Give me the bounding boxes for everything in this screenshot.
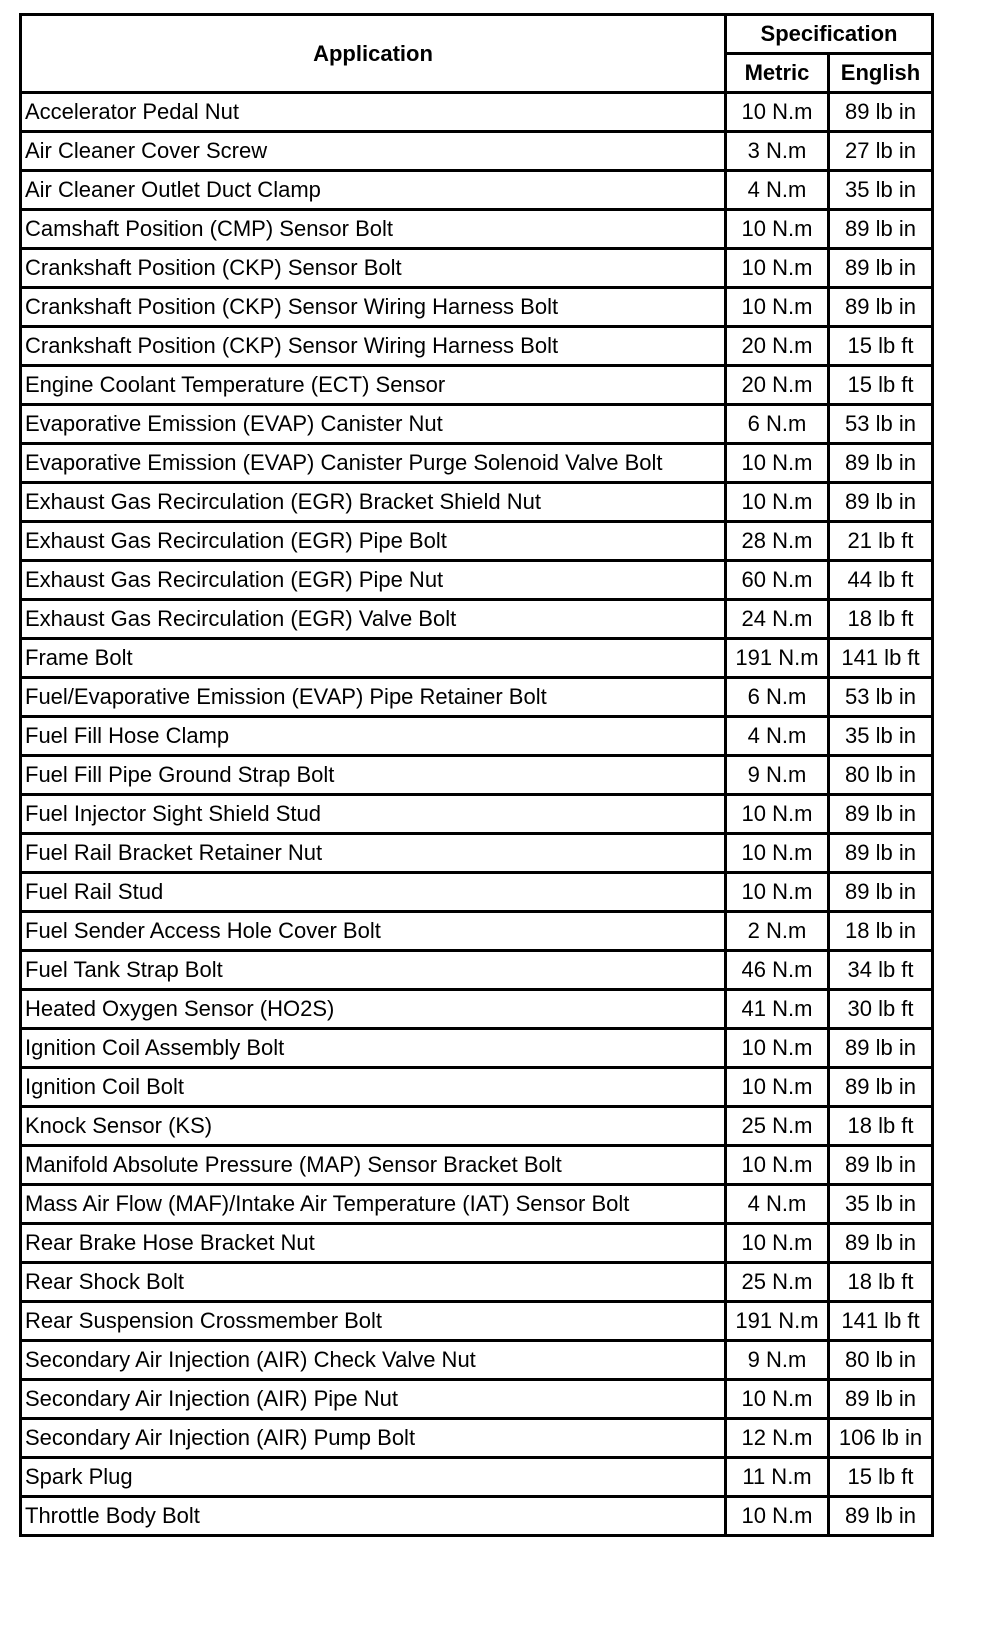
table-row xyxy=(21,678,933,717)
cell-english: 89 lb in xyxy=(829,249,933,288)
cell-application: Ignition Coil Assembly Bolt xyxy=(21,1029,726,1068)
cell-application: Secondary Air Injection (AIR) Check Valve Nut xyxy=(21,1341,726,1380)
cell-metric: 10 N.m xyxy=(726,93,829,132)
cell-application: Exhaust Gas Recirculation (EGR) Bracket Shield Nut xyxy=(21,483,726,522)
cell-metric: 6 N.m xyxy=(726,678,829,717)
table-row xyxy=(21,327,933,366)
cell-application: Fuel Rail Stud xyxy=(21,873,726,912)
cell-application: Crankshaft Position (CKP) Sensor Wiring Harness Bolt xyxy=(21,288,726,327)
cell-metric: 10 N.m xyxy=(726,873,829,912)
header-metric: Metric xyxy=(726,54,829,93)
cell-metric: 191 N.m xyxy=(726,1302,829,1341)
table-row xyxy=(21,756,933,795)
cell-metric: 3 N.m xyxy=(726,132,829,171)
cell-application: Rear Shock Bolt xyxy=(21,1263,726,1302)
torque-spec-table xyxy=(19,13,934,1537)
cell-metric: 28 N.m xyxy=(726,522,829,561)
cell-application: Crankshaft Position (CKP) Sensor Wiring Harness Bolt xyxy=(21,327,726,366)
cell-english: 35 lb in xyxy=(829,171,933,210)
cell-english: 53 lb in xyxy=(829,678,933,717)
cell-application: Manifold Absolute Pressure (MAP) Sensor Bracket Bolt xyxy=(21,1146,726,1185)
cell-english: 89 lb in xyxy=(829,795,933,834)
cell-english: 18 lb in xyxy=(829,912,933,951)
cell-english: 89 lb in xyxy=(829,1029,933,1068)
table-row xyxy=(21,912,933,951)
cell-metric: 191 N.m xyxy=(726,639,829,678)
cell-english: 141 lb ft xyxy=(829,1302,933,1341)
cell-english: 18 lb ft xyxy=(829,1107,933,1146)
table-header xyxy=(21,15,933,93)
table-row xyxy=(21,366,933,405)
cell-english: 89 lb in xyxy=(829,1146,933,1185)
cell-metric: 12 N.m xyxy=(726,1419,829,1458)
cell-metric: 20 N.m xyxy=(726,366,829,405)
cell-english: 53 lb in xyxy=(829,405,933,444)
cell-application: Fuel Injector Sight Shield Stud xyxy=(21,795,726,834)
cell-metric: 10 N.m xyxy=(726,1380,829,1419)
table-row xyxy=(21,1068,933,1107)
cell-english: 89 lb in xyxy=(829,873,933,912)
table-row xyxy=(21,444,933,483)
cell-metric: 11 N.m xyxy=(726,1458,829,1497)
table-row xyxy=(21,873,933,912)
cell-english: 89 lb in xyxy=(829,93,933,132)
cell-application: Mass Air Flow (MAF)/Intake Air Temperature (IAT) Sensor Bolt xyxy=(21,1185,726,1224)
cell-metric: 60 N.m xyxy=(726,561,829,600)
table-row xyxy=(21,639,933,678)
cell-metric: 25 N.m xyxy=(726,1263,829,1302)
table-row xyxy=(21,561,933,600)
table-row xyxy=(21,483,933,522)
cell-application: Rear Brake Hose Bracket Nut xyxy=(21,1224,726,1263)
cell-application: Fuel/Evaporative Emission (EVAP) Pipe Retainer Bolt xyxy=(21,678,726,717)
cell-application: Air Cleaner Cover Screw xyxy=(21,132,726,171)
header-specification: Specification xyxy=(726,15,933,54)
table-row xyxy=(21,951,933,990)
cell-metric: 10 N.m xyxy=(726,1146,829,1185)
table-row xyxy=(21,1497,933,1536)
table-row xyxy=(21,93,933,132)
table-row xyxy=(21,132,933,171)
cell-application: Fuel Rail Bracket Retainer Nut xyxy=(21,834,726,873)
cell-metric: 10 N.m xyxy=(726,288,829,327)
cell-application: Fuel Tank Strap Bolt xyxy=(21,951,726,990)
cell-metric: 10 N.m xyxy=(726,834,829,873)
cell-metric: 4 N.m xyxy=(726,171,829,210)
cell-metric: 20 N.m xyxy=(726,327,829,366)
cell-metric: 10 N.m xyxy=(726,483,829,522)
table-row xyxy=(21,990,933,1029)
cell-application: Exhaust Gas Recirculation (EGR) Pipe Bolt xyxy=(21,522,726,561)
cell-english: 89 lb in xyxy=(829,483,933,522)
table-row xyxy=(21,1419,933,1458)
cell-metric: 10 N.m xyxy=(726,1029,829,1068)
cell-english: 34 lb ft xyxy=(829,951,933,990)
cell-metric: 10 N.m xyxy=(726,1068,829,1107)
table-row xyxy=(21,1341,933,1380)
table-row xyxy=(21,405,933,444)
cell-metric: 6 N.m xyxy=(726,405,829,444)
cell-english: 35 lb in xyxy=(829,717,933,756)
cell-english: 21 lb ft xyxy=(829,522,933,561)
cell-metric: 10 N.m xyxy=(726,210,829,249)
cell-metric: 10 N.m xyxy=(726,1224,829,1263)
table-row xyxy=(21,1224,933,1263)
cell-english: 27 lb in xyxy=(829,132,933,171)
cell-application: Accelerator Pedal Nut xyxy=(21,93,726,132)
table-row xyxy=(21,210,933,249)
cell-application: Ignition Coil Bolt xyxy=(21,1068,726,1107)
cell-metric: 4 N.m xyxy=(726,717,829,756)
cell-metric: 10 N.m xyxy=(726,795,829,834)
cell-metric: 10 N.m xyxy=(726,1497,829,1536)
table-row xyxy=(21,249,933,288)
table-row xyxy=(21,171,933,210)
cell-english: 89 lb in xyxy=(829,444,933,483)
table-row xyxy=(21,522,933,561)
cell-metric: 10 N.m xyxy=(726,444,829,483)
table-row xyxy=(21,288,933,327)
table-row xyxy=(21,600,933,639)
cell-english: 44 lb ft xyxy=(829,561,933,600)
cell-application: Crankshaft Position (CKP) Sensor Bolt xyxy=(21,249,726,288)
cell-application: Rear Suspension Crossmember Bolt xyxy=(21,1302,726,1341)
cell-application: Camshaft Position (CMP) Sensor Bolt xyxy=(21,210,726,249)
cell-metric: 10 N.m xyxy=(726,249,829,288)
table-row xyxy=(21,1263,933,1302)
cell-application: Evaporative Emission (EVAP) Canister Nut xyxy=(21,405,726,444)
cell-metric: 41 N.m xyxy=(726,990,829,1029)
cell-application: Engine Coolant Temperature (ECT) Sensor xyxy=(21,366,726,405)
table-row xyxy=(21,1107,933,1146)
table-row xyxy=(21,834,933,873)
cell-application: Fuel Fill Pipe Ground Strap Bolt xyxy=(21,756,726,795)
table-row xyxy=(21,1146,933,1185)
cell-application: Knock Sensor (KS) xyxy=(21,1107,726,1146)
table-row xyxy=(21,1029,933,1068)
cell-english: 89 lb in xyxy=(829,210,933,249)
cell-application: Heated Oxygen Sensor (HO2S) xyxy=(21,990,726,1029)
cell-english: 80 lb in xyxy=(829,1341,933,1380)
cell-english: 89 lb in xyxy=(829,1497,933,1536)
cell-application: Secondary Air Injection (AIR) Pipe Nut xyxy=(21,1380,726,1419)
cell-english: 35 lb in xyxy=(829,1185,933,1224)
cell-english: 89 lb in xyxy=(829,288,933,327)
cell-english: 15 lb ft xyxy=(829,327,933,366)
cell-application: Frame Bolt xyxy=(21,639,726,678)
cell-metric: 9 N.m xyxy=(726,1341,829,1380)
table-row xyxy=(21,1185,933,1224)
cell-metric: 2 N.m xyxy=(726,912,829,951)
cell-english: 106 lb in xyxy=(829,1419,933,1458)
cell-application: Fuel Fill Hose Clamp xyxy=(21,717,726,756)
table-body xyxy=(21,93,933,1536)
table-row xyxy=(21,717,933,756)
cell-english: 89 lb in xyxy=(829,834,933,873)
cell-english: 89 lb in xyxy=(829,1068,933,1107)
cell-application: Air Cleaner Outlet Duct Clamp xyxy=(21,171,726,210)
table-row xyxy=(21,795,933,834)
cell-application: Throttle Body Bolt xyxy=(21,1497,726,1536)
cell-english: 141 lb ft xyxy=(829,639,933,678)
table-row xyxy=(21,1458,933,1497)
cell-english: 89 lb in xyxy=(829,1380,933,1419)
cell-application: Evaporative Emission (EVAP) Canister Purge Solenoid Valve Bolt xyxy=(21,444,726,483)
cell-application: Exhaust Gas Recirculation (EGR) Pipe Nut xyxy=(21,561,726,600)
cell-english: 89 lb in xyxy=(829,1224,933,1263)
cell-application: Exhaust Gas Recirculation (EGR) Valve Bolt xyxy=(21,600,726,639)
cell-english: 18 lb ft xyxy=(829,1263,933,1302)
cell-application: Fuel Sender Access Hole Cover Bolt xyxy=(21,912,726,951)
cell-english: 80 lb in xyxy=(829,756,933,795)
table-row xyxy=(21,1380,933,1419)
cell-metric: 24 N.m xyxy=(726,600,829,639)
cell-application: Spark Plug xyxy=(21,1458,726,1497)
table-row xyxy=(21,1302,933,1341)
cell-metric: 46 N.m xyxy=(726,951,829,990)
cell-english: 15 lb ft xyxy=(829,1458,933,1497)
cell-metric: 9 N.m xyxy=(726,756,829,795)
cell-metric: 4 N.m xyxy=(726,1185,829,1224)
cell-english: 30 lb ft xyxy=(829,990,933,1029)
cell-metric: 25 N.m xyxy=(726,1107,829,1146)
header-english: English xyxy=(829,54,933,93)
cell-english: 15 lb ft xyxy=(829,366,933,405)
header-application: Application xyxy=(21,15,726,93)
cell-application: Secondary Air Injection (AIR) Pump Bolt xyxy=(21,1419,726,1458)
cell-english: 18 lb ft xyxy=(829,600,933,639)
